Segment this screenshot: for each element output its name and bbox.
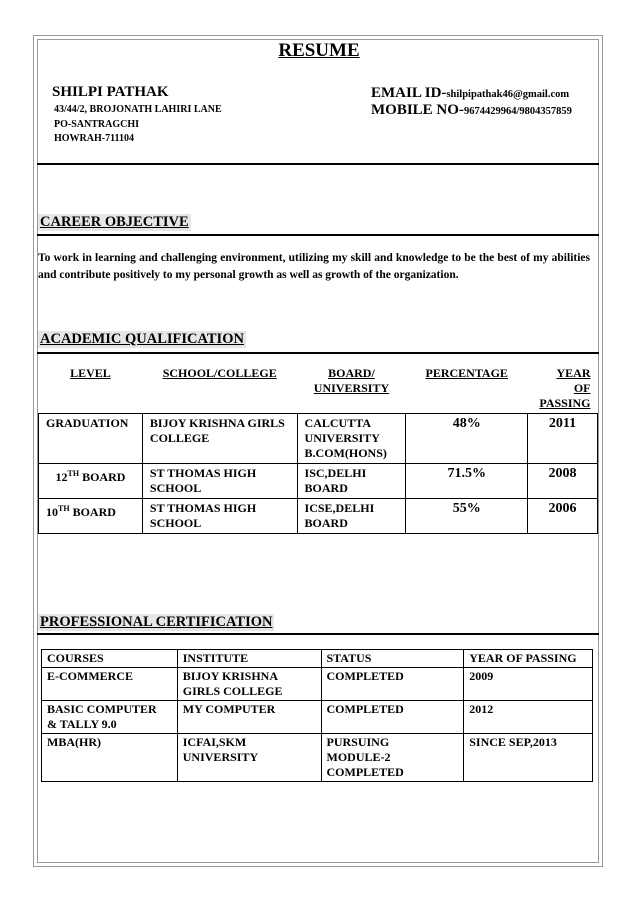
cell-year: 2012	[464, 701, 593, 734]
address-line-1: 43/44/2, BROJONATH LAHIRI LANE	[54, 104, 222, 115]
cell-percentage: 55%	[406, 499, 528, 534]
header-level: LEVEL	[39, 364, 143, 414]
cell-status: COMPLETED	[321, 701, 464, 734]
mobile-label: MOBILE NO-	[371, 102, 464, 118]
cell-year: 2011	[528, 414, 598, 464]
table-row	[42, 701, 593, 734]
candidate-name: SHILPI PATHAK	[52, 84, 169, 100]
address-line-2: PO-SANTRAGCHI	[54, 119, 140, 130]
cell-year: 2009	[464, 668, 593, 701]
header-year-of-passing: YEAR OF PASSING	[464, 650, 593, 668]
cell-school: BIJOY KRISHNA GIRLS COLLEGE	[142, 414, 297, 464]
header-divider	[37, 163, 599, 165]
cell-course: MBA(HR)	[42, 734, 178, 782]
email-value: shilpipathak46@gmail.com	[446, 89, 570, 100]
cell-board: ICSE,DELHI BOARD	[297, 499, 406, 534]
resume-title: RESUME	[278, 40, 360, 61]
table-row	[42, 734, 593, 782]
email-label: EMAIL ID-	[371, 85, 447, 101]
cell-percentage: 71.5%	[406, 464, 528, 499]
cell-year: 2008	[528, 464, 598, 499]
professional-heading: PROFESSIONAL CERTIFICATION	[40, 614, 273, 630]
cell-board: CALCUTTA UNIVERSITY B.COM(HONS)	[297, 414, 406, 464]
cell-status: PURSUING MODULE-2 COMPLETED	[321, 734, 464, 782]
cell-course: BASIC COMPUTER & TALLY 9.0	[42, 701, 178, 734]
address-line-3: HOWRAH-711104	[54, 133, 135, 144]
header-school: SCHOOL/COLLEGE	[142, 364, 297, 414]
header-institute: INSTITUTE	[177, 650, 321, 668]
mobile-value: 9674429964/9804357859	[463, 106, 572, 117]
cell-status: COMPLETED	[321, 668, 464, 701]
academic-table	[38, 364, 598, 534]
cell-level: GRADUATION	[39, 414, 143, 464]
career-divider	[37, 234, 599, 236]
cell-institute: BIJOY KRISHNA GIRLS COLLEGE	[177, 668, 321, 701]
cell-institute: MY COMPUTER	[177, 701, 321, 734]
certification-header-row	[42, 650, 593, 668]
cell-board: ISC,DELHI BOARD	[297, 464, 406, 499]
professional-divider	[37, 633, 599, 635]
cell-level: 10TH BOARD	[39, 499, 143, 534]
cell-year: 2006	[528, 499, 598, 534]
mobile-line	[371, 101, 572, 119]
certification-table	[41, 649, 593, 782]
header-percentage: PERCENTAGE	[406, 364, 528, 414]
header-board: BOARD/ UNIVERSITY	[297, 364, 406, 414]
header-year: YEAR OF PASSING	[528, 364, 598, 414]
header-status: STATUS	[321, 650, 464, 668]
academic-divider	[37, 352, 599, 354]
table-row	[39, 499, 598, 534]
cell-school: ST THOMAS HIGH SCHOOL	[142, 499, 297, 534]
cell-school: ST THOMAS HIGH SCHOOL	[142, 464, 297, 499]
career-objective-heading: CAREER OBJECTIVE	[40, 214, 189, 230]
cell-year: SINCE SEP,2013	[464, 734, 593, 782]
academic-heading: ACADEMIC QUALIFICATION	[40, 331, 244, 347]
cell-course: E-COMMERCE	[42, 668, 178, 701]
cell-institute: ICFAI,SKM UNIVERSITY	[177, 734, 321, 782]
email-line	[371, 84, 569, 102]
cell-level: 12TH BOARD	[39, 464, 143, 499]
table-row	[42, 668, 593, 701]
academic-header-row	[39, 364, 598, 414]
table-row	[39, 414, 598, 464]
table-row	[39, 464, 598, 499]
cell-percentage: 48%	[406, 414, 528, 464]
career-objective-text: To work in learning and challenging environment, utilizing my skill and knowledge to be the best of my abilities and contribute positively to my personal growth as well as growth of the organization.	[38, 252, 590, 281]
header-courses: COURSES	[42, 650, 178, 668]
